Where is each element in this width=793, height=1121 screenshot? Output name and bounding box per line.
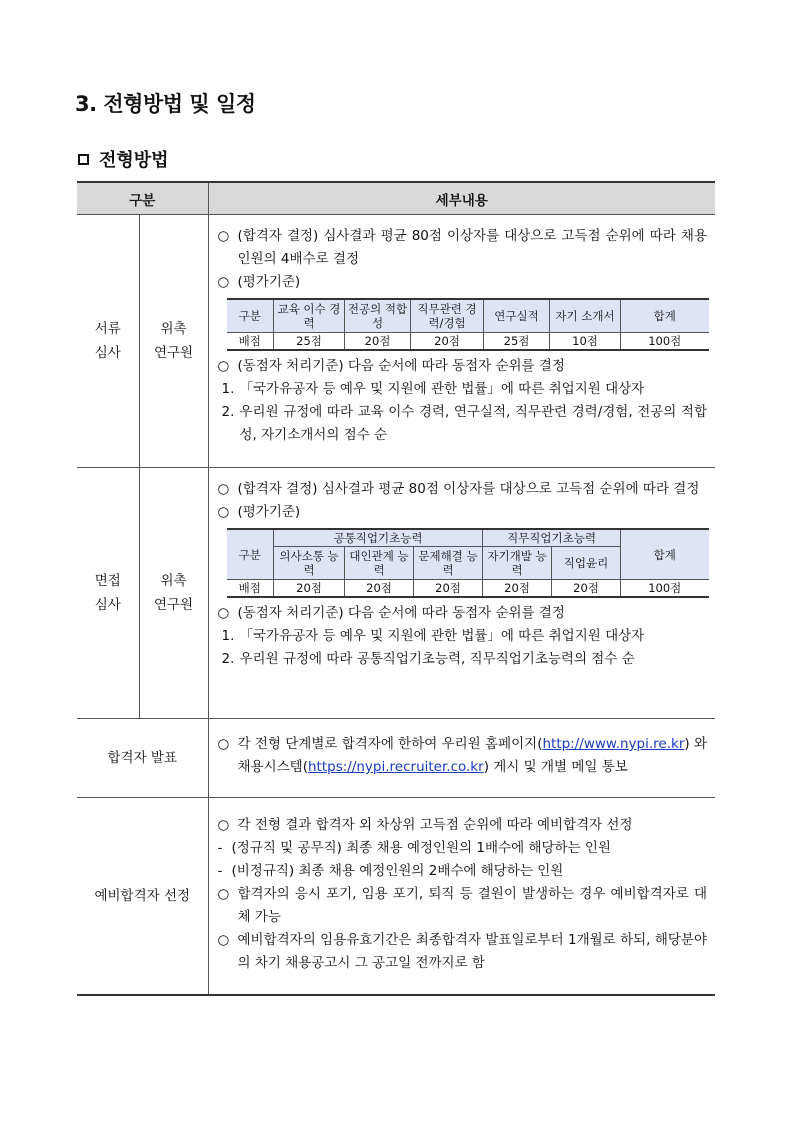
header-category: 구분 bbox=[77, 182, 208, 215]
label-reserve: 예비합격자 선정 bbox=[77, 798, 208, 996]
list-item: ○ 각 전형 단계별로 합격자에 한하여 우리원 홈페이지(http://www.nypi.re.kr) 와 채용시스템(https://nypi.recruiter.co.kr) 게시 및 개별 메일 통보 bbox=[217, 736, 708, 775]
list-item: ○ (동점자 처리기준) 다음 순서에 따라 동점자 순위를 결정 bbox=[217, 358, 565, 374]
list-item: ○ 각 전형 결과 합격자 외 차상위 고득점 순위에 따라 예비합격자 선정 bbox=[217, 817, 633, 833]
target-document: 위촉 연구원 bbox=[139, 215, 208, 468]
details-document bbox=[208, 215, 715, 468]
details-announcement bbox=[208, 719, 715, 798]
selection-method-table bbox=[77, 181, 715, 996]
details-interview bbox=[208, 468, 715, 719]
square-bullet-icon bbox=[78, 154, 89, 165]
list-item: ○ 합격자의 응시 포기, 임용 포기, 퇴직 등 결원이 발생하는 경우 예비합격자로 대체 가능 bbox=[217, 886, 707, 925]
list-item: ○ (평가기준) bbox=[217, 274, 301, 290]
row-announcement bbox=[77, 719, 715, 798]
stage-document: 서류 심사 bbox=[77, 215, 139, 468]
label-announcement: 합격자 발표 bbox=[77, 719, 208, 798]
target-interview: 위촉 연구원 bbox=[139, 468, 208, 719]
header-details: 세부내용 bbox=[208, 182, 715, 215]
list-item: 1. 「국가유공자 등 예우 및 지원에 관한 법률」에 따른 취업지원 대상자 bbox=[221, 381, 645, 397]
details-reserve bbox=[208, 798, 715, 996]
recruit-system-link[interactable]: https://nypi.recruiter.co.kr bbox=[307, 759, 484, 775]
list-item: ○ (평가기준) bbox=[217, 504, 301, 520]
list-item: 1. 「국가유공자 등 예우 및 지원에 관한 법률」에 따른 취업지원 대상자 bbox=[221, 628, 645, 644]
list-item: 2. 우리원 규정에 따라 공통직업기초능력, 직무직업기초능력의 점수 순 bbox=[221, 651, 635, 667]
eval-table-document: 구분 교육 이수 경력 전공의 적합성 직무관련 경력/경험 연구실적 자기 소개서 합계 배점 25점 20점 20점 25점 10점 100점 bbox=[227, 298, 709, 351]
list-item: ○ 예비합격자의 임용유효기간은 최종합격자 발표일로부터 1개월로 하되, 해당분야의 차기 채용공고시 그 공고일 전까지로 함 bbox=[217, 932, 707, 971]
section-title: 3. 전형방법 및 일정 bbox=[75, 92, 256, 116]
sub-title-text: 전형방법 bbox=[99, 150, 169, 171]
row-interview bbox=[77, 468, 715, 719]
list-item: - (비정규직) 최종 채용 예정인원의 2배수에 해당하는 인원 bbox=[217, 863, 564, 879]
list-item: - (정규직 및 공무직) 최종 채용 예정인원의 1배수에 해당하는 인원 bbox=[217, 840, 611, 856]
homepage-link[interactable]: http://www.nypi.re.kr bbox=[542, 736, 685, 752]
list-item: ○ (합격자 결정) 심사결과 평균 80점 이상자를 대상으로 고득점 순위에 따라 채용인원의 4배수로 결정 bbox=[217, 228, 707, 267]
row-reserve bbox=[77, 798, 715, 996]
list-item: ○ (합격자 결정) 심사결과 평균 80점 이상자를 대상으로 고득점 순위에 따라 결정 bbox=[217, 481, 700, 497]
list-item: ○ (동점자 처리기준) 다음 순서에 따라 동점자 순위를 결정 bbox=[217, 605, 565, 621]
sub-title bbox=[78, 146, 169, 172]
eval-table-interview: 구분 공통직업기초능력 직무직업기초능력 합계 의사소통 능력 대인관계 능력 문제해결 능력 자기개발 능력 직업윤리 배점 20점 20점 20점 20점 20점 100점 bbox=[227, 528, 709, 598]
list-item: 2. 우리원 규정에 따라 교육 이수 경력, 연구실적, 직무관련 경력/경험, 전공의 적합성, 자기소개서의 점수 순 bbox=[221, 404, 707, 443]
row-document-review bbox=[77, 215, 715, 468]
stage-interview: 면접 심사 bbox=[77, 468, 139, 719]
